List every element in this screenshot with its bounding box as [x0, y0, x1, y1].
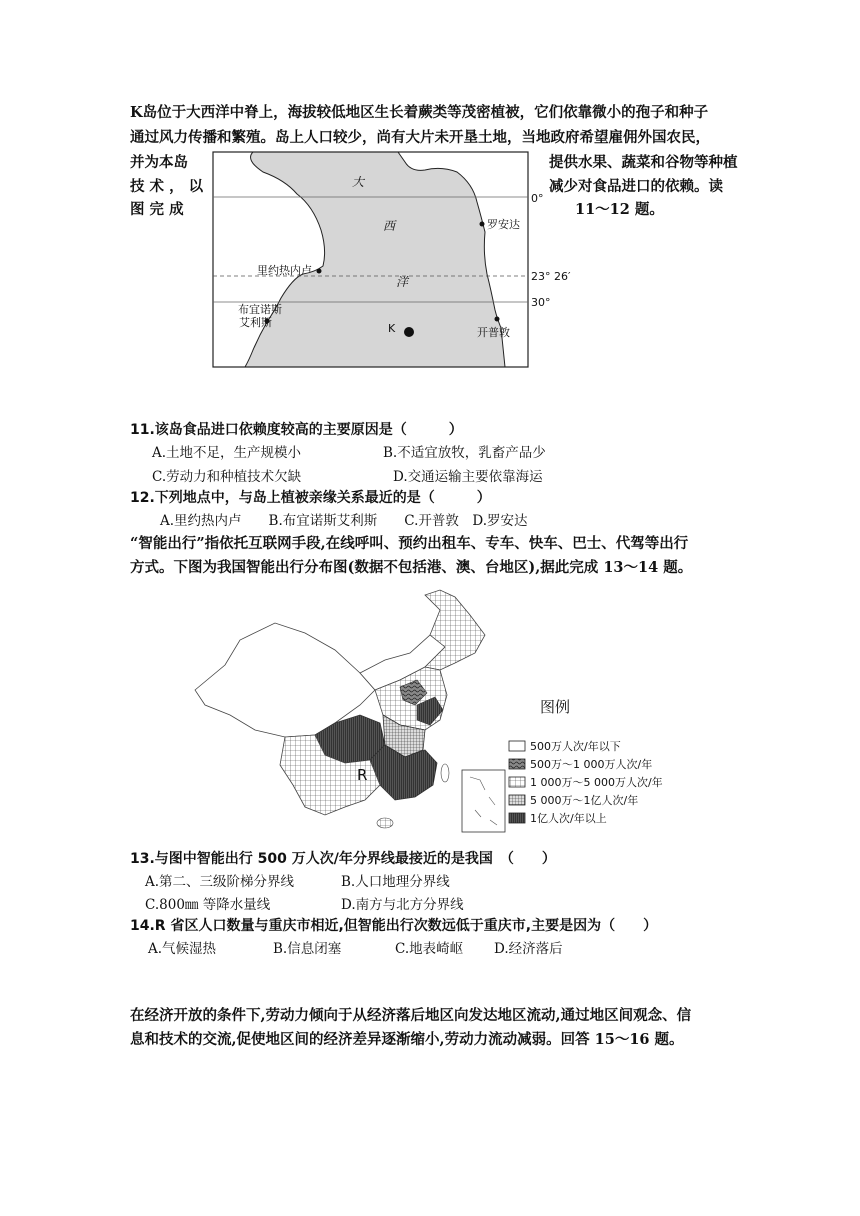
q13-stem: 13.与图中智能出行 500 万人次/年分界线最接近的是我国 （ ） — [130, 851, 556, 867]
cape-town-dot — [495, 317, 500, 322]
lat-label-tropic: 23° 26′ — [531, 270, 571, 283]
legend-label-4: 5 000万～1亿人次/年 — [530, 794, 639, 807]
passage1-line5-right: 11～12 题。 — [575, 201, 664, 218]
q13-option-b[interactable]: B.人口地理分界线 — [341, 874, 450, 890]
q12-options[interactable]: A.里约热内卢 B.布宜诺斯艾利斯 C.开普敦 D.罗安达 — [160, 513, 528, 529]
q11-option-b[interactable]: B.不适宜放牧，乳畜产品少 — [383, 445, 546, 461]
legend-label-1: 500万人次/年以下 — [530, 740, 621, 753]
passage3-line1: 在经济开放的条件下,劳动力倾向于从经济落后地区向发达地区流动,通过地区间观念、信 — [130, 1007, 692, 1024]
legend-swatch-2 — [509, 759, 525, 769]
legend-label-5: 1亿人次/年以上 — [530, 812, 607, 825]
atlantic-map — [205, 150, 571, 375]
passage1-line3-right: 提供水果、蔬菜和谷物等种植 — [549, 154, 738, 171]
legend-title: 图例 — [540, 698, 571, 716]
passage2-line2: 方式。下图为我国智能出行分布图(数据不包括港、澳、台地区),据此完成 13～14 题。 — [130, 559, 693, 576]
q11-option-d[interactable]: D.交通运输主要依靠海运 — [393, 469, 543, 485]
legend-swatch-3 — [509, 777, 525, 787]
legend-label-3: 1 000万～5 000万人次/年 — [530, 776, 663, 789]
q13-option-c[interactable]: C.800㎜ 等降水量线 — [145, 897, 271, 913]
q12-stem: 12.下列地点中，与岛上植被亲缘关系最近的是（ ） — [130, 490, 491, 506]
q13-option-d[interactable]: D.南方与北方分界线 — [341, 897, 464, 913]
q14-option-b[interactable]: B.信息闭塞 — [273, 941, 342, 957]
ocean-char-1: 大 — [352, 175, 365, 189]
legend-label-2: 500万～1 000万人次/年 — [530, 758, 653, 771]
passage1-line3-left: 并为本岛 — [130, 154, 188, 171]
legend-swatch-5 — [509, 813, 525, 823]
taiwan-island — [441, 764, 449, 782]
q11-option-c[interactable]: C.劳动力和种植技术欠缺 — [152, 469, 302, 485]
region-r-label: R — [357, 766, 368, 784]
passage1-line5-left: 图 完 成 — [130, 201, 184, 218]
q11-stem: 11.该岛食品进口依赖度较高的主要原因是（ ） — [130, 422, 463, 438]
buenos-aires-label-2: 艾利斯 — [239, 316, 272, 329]
passage2-line1: “智能出行”指依托互联网手段,在线呼叫、预约出租车、专车、快车、巴士、代驾等出行 — [130, 535, 689, 552]
rio-label: 里约热内卢 — [257, 264, 312, 277]
ocean-char-3: 洋 — [396, 275, 409, 289]
buenos-aires-label-1: 布宜诺斯 — [238, 303, 282, 316]
rio-dot — [317, 269, 322, 274]
lat-label-30: 30° — [531, 296, 551, 309]
passage1-line4-right: 减少对食品进口的依赖。读 — [549, 178, 723, 195]
legend-swatch-1 — [509, 741, 525, 751]
hainan-island — [377, 818, 393, 828]
q14-option-d[interactable]: D.经济落后 — [494, 941, 563, 957]
passage1-line1: K岛位于大西洋中脊上，海拔较低地区生长着蕨类等茂密植被，它们依靠微小的孢子和种子 — [130, 104, 709, 121]
passage1-line4-left: 技 术 ， 以 — [130, 178, 204, 195]
passage1-line2: 通过风力传播和繁殖。岛上人口较少，尚有大片未开垦土地，当地政府希望雇佣外国农民， — [130, 129, 710, 146]
region-northeast — [425, 590, 485, 670]
q13-option-a[interactable]: A.第二、三级阶梯分界线 — [145, 874, 295, 890]
ocean-char-2: 西 — [383, 219, 396, 233]
q14-option-c[interactable]: C.地表崎岖 — [395, 941, 464, 957]
luanda-dot — [480, 222, 485, 227]
lat-label-0: 0° — [531, 192, 544, 205]
luanda-label: 罗安达 — [487, 218, 520, 231]
passage3-line2: 息和技术的交流,促使地区间的经济差异逐渐缩小,劳动力流动减弱。回答 15～16 题。 — [130, 1031, 684, 1048]
china-mobility-map — [185, 585, 685, 835]
south-china-sea-inset — [462, 770, 505, 832]
legend-swatch-4 — [509, 795, 525, 805]
q14-option-a[interactable]: A.气候湿热 — [148, 941, 217, 957]
cape-town-label: 开普敦 — [477, 326, 510, 339]
q14-stem: 14.R 省区人口数量与重庆市相近,但智能出行次数远低于重庆市,主要是因为（ ） — [130, 918, 658, 934]
k-island-dot — [404, 327, 414, 337]
k-island-label: K — [388, 322, 396, 335]
q11-option-a[interactable]: A.土地不足，生产规模小 — [152, 445, 302, 461]
